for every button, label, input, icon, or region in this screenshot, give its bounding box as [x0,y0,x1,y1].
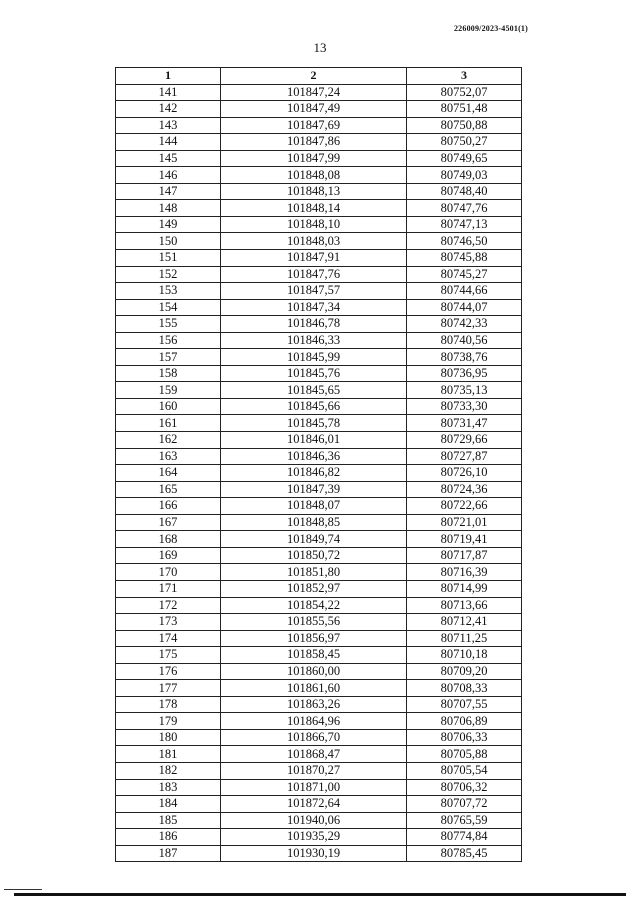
column-header-2: 2 [221,68,407,85]
y-coordinate-cell: 80719,41 [407,531,522,548]
point-number-cell: 184 [116,796,221,813]
table-row [116,365,522,382]
table-row [116,415,522,432]
table-row [116,531,522,548]
y-coordinate-cell: 80711,25 [407,630,522,647]
point-number-cell: 141 [116,84,221,101]
table-row [116,630,522,647]
y-coordinate-cell: 80707,72 [407,796,522,813]
point-number-cell: 147 [116,183,221,200]
table-row [116,183,522,200]
x-coordinate-cell: 101847,99 [221,150,407,167]
point-number-cell: 168 [116,531,221,548]
x-coordinate-cell: 101845,76 [221,365,407,382]
x-coordinate-cell: 101845,66 [221,398,407,415]
y-coordinate-cell: 80736,95 [407,365,522,382]
x-coordinate-cell: 101846,33 [221,332,407,349]
point-number-cell: 186 [116,829,221,846]
y-coordinate-cell: 80765,59 [407,812,522,829]
point-number-cell: 143 [116,117,221,134]
point-number-cell: 171 [116,580,221,597]
x-coordinate-cell: 101846,01 [221,432,407,449]
x-coordinate-cell: 101848,07 [221,498,407,515]
point-number-cell: 165 [116,481,221,498]
x-coordinate-cell: 101861,60 [221,680,407,697]
y-coordinate-cell: 80727,87 [407,448,522,465]
table-row [116,498,522,515]
point-number-cell: 142 [116,101,221,118]
x-coordinate-cell: 101849,74 [221,531,407,548]
y-coordinate-cell: 80705,88 [407,746,522,763]
x-coordinate-cell: 101847,69 [221,117,407,134]
point-number-cell: 162 [116,432,221,449]
point-number-cell: 180 [116,729,221,746]
x-coordinate-cell: 101847,91 [221,250,407,267]
point-number-cell: 176 [116,663,221,680]
column-header-3: 3 [407,68,522,85]
x-coordinate-cell: 101846,36 [221,448,407,465]
y-coordinate-cell: 80749,65 [407,150,522,167]
point-number-cell: 164 [116,465,221,482]
x-coordinate-cell: 101847,39 [221,481,407,498]
point-number-cell: 172 [116,597,221,614]
table-row [116,829,522,846]
x-coordinate-cell: 101870,27 [221,762,407,779]
y-coordinate-cell: 80726,10 [407,465,522,482]
table-row [116,283,522,300]
table-row [116,382,522,399]
x-coordinate-cell: 101848,14 [221,200,407,217]
y-coordinate-cell: 80709,20 [407,663,522,680]
point-number-cell: 169 [116,547,221,564]
y-coordinate-cell: 80713,66 [407,597,522,614]
point-number-cell: 152 [116,266,221,283]
table-row [116,680,522,697]
footer-rule [14,893,626,896]
x-coordinate-cell: 101860,00 [221,663,407,680]
point-number-cell: 174 [116,630,221,647]
table-row [116,349,522,366]
y-coordinate-cell: 80724,36 [407,481,522,498]
y-coordinate-cell: 80710,18 [407,647,522,664]
point-number-cell: 187 [116,845,221,862]
table-row [116,84,522,101]
y-coordinate-cell: 80745,88 [407,250,522,267]
y-coordinate-cell: 80749,03 [407,167,522,184]
table-row [116,200,522,217]
table-row [116,746,522,763]
point-number-cell: 146 [116,167,221,184]
point-number-cell: 181 [116,746,221,763]
x-coordinate-cell: 101850,72 [221,547,407,564]
y-coordinate-cell: 80716,39 [407,564,522,581]
point-number-cell: 182 [116,762,221,779]
y-coordinate-cell: 80706,33 [407,729,522,746]
table-row [116,465,522,482]
point-number-cell: 151 [116,250,221,267]
point-number-cell: 185 [116,812,221,829]
x-coordinate-cell: 101847,57 [221,283,407,300]
table-row [116,713,522,730]
x-coordinate-cell: 101847,34 [221,299,407,316]
y-coordinate-cell: 80714,99 [407,580,522,597]
y-coordinate-cell: 80735,13 [407,382,522,399]
point-number-cell: 178 [116,696,221,713]
table-row [116,729,522,746]
y-coordinate-cell: 80750,27 [407,134,522,151]
table-row [116,696,522,713]
x-coordinate-cell: 101847,49 [221,101,407,118]
y-coordinate-cell: 80747,76 [407,200,522,217]
y-coordinate-cell: 80746,50 [407,233,522,250]
y-coordinate-cell: 80722,66 [407,498,522,515]
table-row [116,250,522,267]
x-coordinate-cell: 101848,03 [221,233,407,250]
table-row [116,233,522,250]
table-row [116,762,522,779]
table-row [116,150,522,167]
x-coordinate-cell: 101848,85 [221,514,407,531]
x-coordinate-cell: 101847,24 [221,84,407,101]
y-coordinate-cell: 80712,41 [407,614,522,631]
y-coordinate-cell: 80751,48 [407,101,522,118]
table-row [116,432,522,449]
x-coordinate-cell: 101845,99 [221,349,407,366]
y-coordinate-cell: 80744,07 [407,299,522,316]
x-coordinate-cell: 101848,08 [221,167,407,184]
y-coordinate-cell: 80721,01 [407,514,522,531]
point-number-cell: 183 [116,779,221,796]
y-coordinate-cell: 80740,56 [407,332,522,349]
table-row [116,663,522,680]
y-coordinate-cell: 80785,45 [407,845,522,862]
point-number-cell: 150 [116,233,221,250]
x-coordinate-cell: 101940,06 [221,812,407,829]
table-row [116,845,522,862]
x-coordinate-cell: 101930,19 [221,845,407,862]
point-number-cell: 163 [116,448,221,465]
x-coordinate-cell: 101868,47 [221,746,407,763]
x-coordinate-cell: 101851,80 [221,564,407,581]
x-coordinate-cell: 101847,76 [221,266,407,283]
x-coordinate-cell: 101863,26 [221,696,407,713]
y-coordinate-cell: 80708,33 [407,680,522,697]
x-coordinate-cell: 101848,10 [221,216,407,233]
table-row [116,216,522,233]
x-coordinate-cell: 101847,86 [221,134,407,151]
table-row [116,647,522,664]
point-number-cell: 175 [116,647,221,664]
x-coordinate-cell: 101854,22 [221,597,407,614]
point-number-cell: 144 [116,134,221,151]
table-row [116,564,522,581]
point-number-cell: 153 [116,283,221,300]
table-row [116,779,522,796]
table-body [116,84,522,862]
table-header-row [116,68,522,85]
y-coordinate-cell: 80706,32 [407,779,522,796]
x-coordinate-cell: 101846,82 [221,465,407,482]
x-coordinate-cell: 101845,78 [221,415,407,432]
table-row [116,167,522,184]
point-number-cell: 155 [116,316,221,333]
point-number-cell: 161 [116,415,221,432]
x-coordinate-cell: 101855,56 [221,614,407,631]
table-row [116,597,522,614]
y-coordinate-cell: 80742,33 [407,316,522,333]
table-row [116,101,522,118]
footer-line-left [4,889,42,890]
document-number: 226009/2023-4501(1) [453,24,528,33]
x-coordinate-cell: 101872,64 [221,796,407,813]
table-row [116,796,522,813]
y-coordinate-cell: 80738,76 [407,349,522,366]
table-row [116,614,522,631]
point-number-cell: 156 [116,332,221,349]
point-number-cell: 179 [116,713,221,730]
point-number-cell: 149 [116,216,221,233]
y-coordinate-cell: 80745,27 [407,266,522,283]
page-number: 13 [313,40,327,55]
table-row [116,299,522,316]
table-row [116,448,522,465]
table-row [116,812,522,829]
y-coordinate-cell: 80729,66 [407,432,522,449]
point-number-cell: 167 [116,514,221,531]
x-coordinate-cell: 101935,29 [221,829,407,846]
y-coordinate-cell: 80744,66 [407,283,522,300]
table-row [116,580,522,597]
y-coordinate-cell: 80752,07 [407,84,522,101]
table-row [116,266,522,283]
coordinates-table [115,67,522,862]
x-coordinate-cell: 101845,65 [221,382,407,399]
point-number-cell: 158 [116,365,221,382]
table-row [116,514,522,531]
point-number-cell: 173 [116,614,221,631]
x-coordinate-cell: 101871,00 [221,779,407,796]
point-number-cell: 154 [116,299,221,316]
point-number-cell: 170 [116,564,221,581]
point-number-cell: 148 [116,200,221,217]
y-coordinate-cell: 80747,13 [407,216,522,233]
y-coordinate-cell: 80705,54 [407,762,522,779]
x-coordinate-cell: 101864,96 [221,713,407,730]
y-coordinate-cell: 80707,55 [407,696,522,713]
point-number-cell: 177 [116,680,221,697]
point-number-cell: 160 [116,398,221,415]
table-row [116,398,522,415]
table-row [116,332,522,349]
x-coordinate-cell: 101846,78 [221,316,407,333]
column-header-1: 1 [116,68,221,85]
point-number-cell: 145 [116,150,221,167]
x-coordinate-cell: 101856,97 [221,630,407,647]
x-coordinate-cell: 101858,45 [221,647,407,664]
x-coordinate-cell: 101852,97 [221,580,407,597]
y-coordinate-cell: 80750,88 [407,117,522,134]
table-row [116,481,522,498]
x-coordinate-cell: 101848,13 [221,183,407,200]
table-row [116,316,522,333]
point-number-cell: 157 [116,349,221,366]
y-coordinate-cell: 80731,47 [407,415,522,432]
y-coordinate-cell: 80733,30 [407,398,522,415]
x-coordinate-cell: 101866,70 [221,729,407,746]
table-row [116,547,522,564]
point-number-cell: 159 [116,382,221,399]
y-coordinate-cell: 80748,40 [407,183,522,200]
table-row [116,134,522,151]
y-coordinate-cell: 80774,84 [407,829,522,846]
point-number-cell: 166 [116,498,221,515]
y-coordinate-cell: 80717,87 [407,547,522,564]
y-coordinate-cell: 80706,89 [407,713,522,730]
table-row [116,117,522,134]
